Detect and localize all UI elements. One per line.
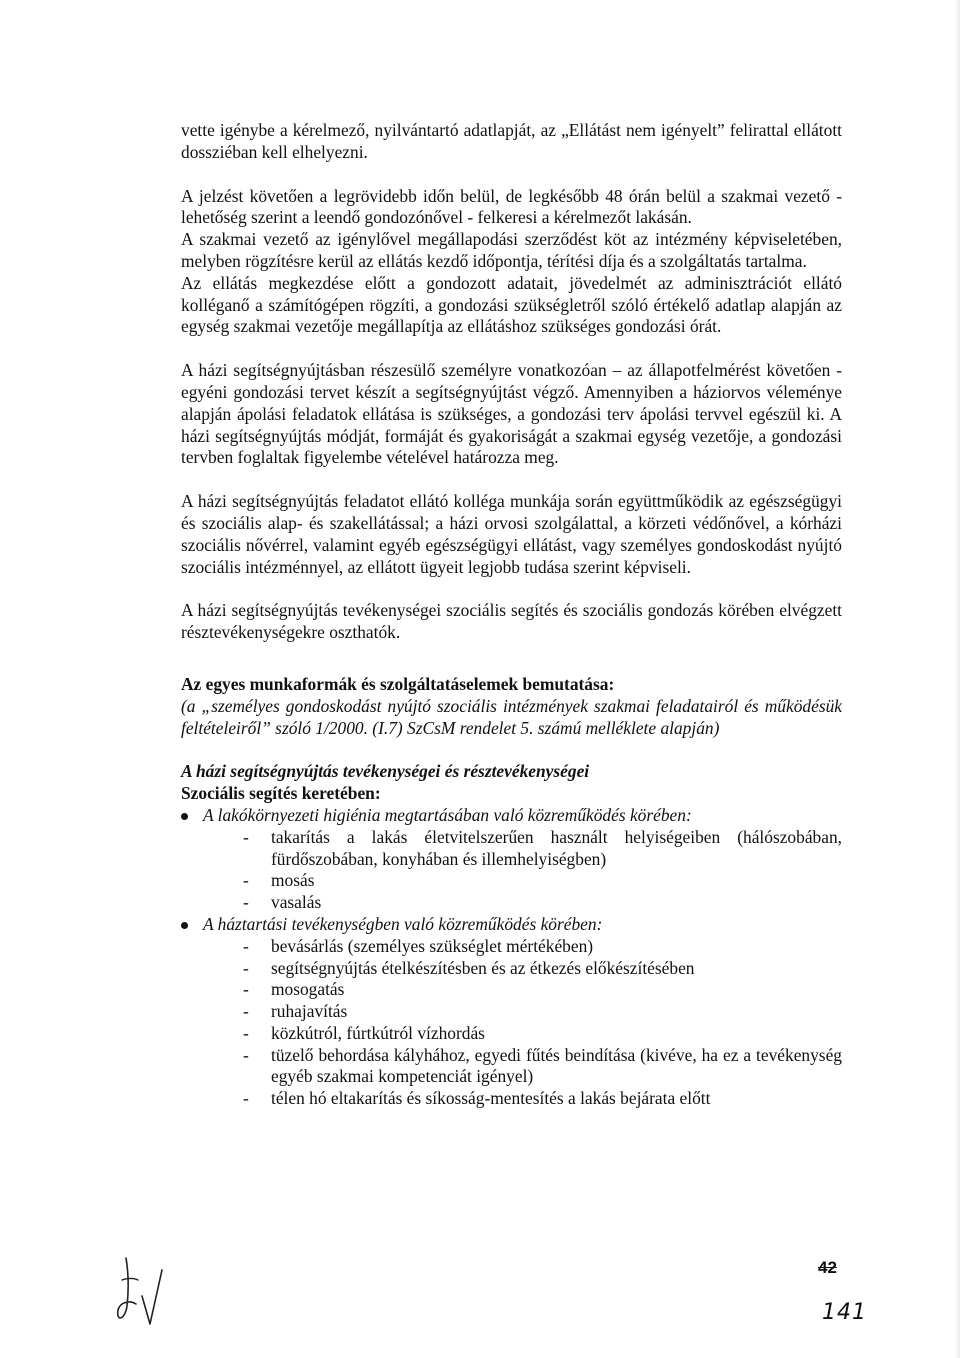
paragraph-first-visit: A jelzést követően a legrövidebb időn belül, de legkésőbb 48 órán belül a szakmai vezető - lehetőség szerint a leendő gondozónővel - felkeresi a kérelmezőt lakásán. [181,185,842,228]
section-heading: Az egyes munkaformák és szolgáltatáselemek bemutatása: [181,673,615,694]
bullet-dot-icon [181,813,188,820]
dash-item [203,1001,842,1023]
subsection-block [181,761,842,1110]
dash-item [203,892,842,914]
dash-item-text: ruhajavítás [271,1001,348,1022]
dash-item-text: közkútról, fúrtkútról vízhordás [271,1022,485,1043]
dash-item-text: télen hó eltakarítás és síkosság-mentesítés a lakás bejárata előtt [271,1088,711,1109]
dash-item-text: tüzelő behordása kályhához, egyedi fűtés beindítása (kivéve, ha ez a tevékenység egyéb szakmai kompetenciát igényel) [271,1044,842,1087]
dash-item [203,870,842,892]
dash-item-text: mosás [271,870,315,891]
dash-item [203,958,842,980]
page-number-handwritten: 141 [822,1300,867,1325]
dash-marker: - [243,1001,249,1022]
scan-edge-shadow [954,0,960,1358]
dash-marker: - [243,935,249,956]
bullet-label: A háztartási tevékenységben való közreműködés körében: [203,913,603,934]
dash-item-text: segítségnyújtás ételkészítésben és az étkezés előkészítésében [271,957,695,978]
dash-item [203,1045,842,1089]
page-number-struck: 42 [818,1258,837,1277]
dash-marker: - [243,826,249,847]
document-body [181,120,842,1110]
dash-item [203,1023,842,1045]
dash-item [203,979,842,1001]
paragraph-cooperation: A házi segítségnyújtás feladatot ellátó kolléga munkája során együttműködik az egészségügyi és szociális alap- és szakellátással; a házi orvosi szolgálattal, a körzeti védőnővel, a kórházi szociális nővérrel, valamint egyéb egészségügyi ellátást, vagy személyes gondoskodást nyújtó szociális intézménnyel, az ellátott ügyeit legjobb tudása szerint képviseli. [181,491,842,577]
paragraph-data-recording: Az ellátás megkezdése előtt a gondozott adatait, jövedelmét az adminisztrációt ellátó kolléganő a számítógépen rögzíti, a gondozási szükségletről szóló értékelő adatlap alapján az egység szakmai vezetője megállapítja az ellátáshoz szükséges gondozási órát. [181,272,842,337]
paragraph-continuation: vette igénybe a kérelmező, nyilvántartó adatlapját, az „Ellátást nem igényelt” felirattal ellátott dossziéban kell elhelyezni. [181,120,842,162]
activity-bullet-list [181,805,842,1110]
dash-item [203,1088,842,1110]
subsection-label: Szociális segítés keretében: [181,783,381,804]
dash-marker: - [243,979,249,1000]
bullet-label: A lakókörnyezeti higiénia megtartásában való közreműködés körében: [203,804,692,825]
dash-marker: - [243,1022,249,1043]
section-heading-block [181,674,842,739]
subsection-heading: A házi segítségnyújtás tevékenységei és résztevékenységei [181,761,590,782]
dash-list [203,936,842,1110]
dash-item [203,936,842,958]
handwritten-initials-signature [112,1250,172,1330]
section-reference: (a „személyes gondoskodást nyújtó szociális intézmények szakmai feladatairól és működésük feltételeiről” szóló 1/2000. (I.7) SzCsM rendelet 5. számú melléklete alapján) [181,695,842,738]
dash-marker: - [243,1044,249,1065]
dash-marker: - [243,870,249,891]
dash-marker: - [243,1088,249,1109]
dash-marker: - [243,957,249,978]
paragraph-activities: A házi segítségnyújtás tevékenységei szociális segítés és szociális gondozás körében elvégzett résztevékenységekre oszthatók. [181,600,842,643]
dash-list [203,827,842,914]
dash-item-text: mosogatás [271,979,345,1000]
paragraph-care-plan: A házi segítségnyújtásban részesülő személyre vonatkozóan – az állapotfelmérést követően - egyéni gondozási tervet készít a segítségnyújtást végző. Amennyiben a háziorvos véleménye alapján ápolási feladatok ellátása is szükséges, a gondozási terv ápolási tervvel egészül ki. A házi segítségnyújtás módját, formáját és gyakoriságát a szakmai egység vezetője, a gondozási tervben foglaltak figyelembe vételével határozza meg. [181,360,842,468]
dash-item [203,827,842,871]
dash-marker: - [243,892,249,913]
paragraph-agreement: A szakmai vezető az igénylővel megállapodási szerződést köt az intézmény képviseletében, melyben rögzítésre kerül az ellátás kezdő időpontja, térítési díja és a szolgáltatás tartalma. [181,229,842,271]
bullet-item-household [181,914,842,1110]
bullet-dot-icon [181,922,188,929]
dash-item-text: vasalás [271,892,322,913]
dash-item-text: takarítás a lakás életvitelszerűen használt helyiségeiben (hálószobában, fürdőszobában, konyhában és illemhelyiségben) [271,826,842,869]
dash-item-text: bevásárlás (személyes szükséglet mértékében) [271,935,594,956]
bullet-item-hygiene [181,805,842,914]
